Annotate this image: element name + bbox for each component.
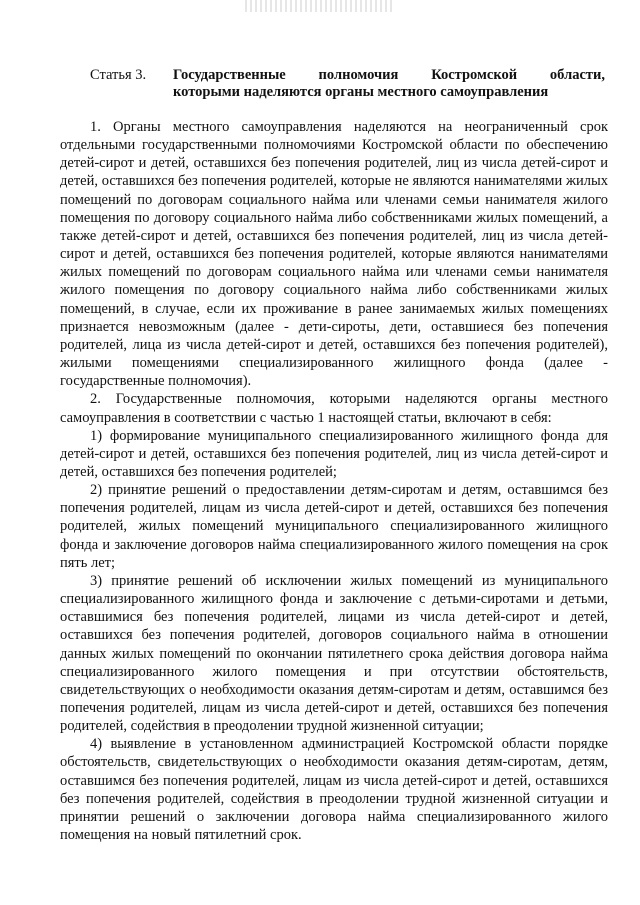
paragraph-item-3: 3) принятие решений об исключении жилых помещений из муниципального специализированного жилищного фонда и заключение с детьми-сиротами и детьми, оставшимися без попечения родителей, лицами из числа детей-сирот и детей, оставшихся без попечения родителей, договоров социального найма в отношении данных жилых помещений по окончании пятилетнего срока действия договора найма специализированного жилого помещения и при отсутствии обстоятельств, свидетельствующих о необходимости оказания детям-сиротам и детям, оставшимся без попечения родителей, лицам из числа детей-сирот и детей, оставшихся без попечения родителей, содействия в преодолении трудной жизненной ситуации; <box>60 572 608 735</box>
article-title <box>173 67 605 101</box>
article-heading <box>90 67 605 101</box>
paragraph-part-1: 1. Органы местного самоуправления наделяются на неограниченный срок отдельными государственными полномочиями Костромской области по обеспечению детей-сирот и детей, оставшихся без попечения родителей, лиц из числа детей-сирот и детей, оставшихся без попечения родителей, которые не являются нанимателями жилых помещений по договорам социального найма или членами семьи нанимателя жилого помещения по договору социального найма либо собственниками жилых помещений, а также детей-сирот и детей, оставшихся без попечения родителей, лиц из числа детей-сирот и детей, оставшихся без попечения родителей, которые являются нанимателями жилых помещений по договорам социального найма или членами семьи нанимателя жилого помещения по договору социального найма либо собственниками жилых помещений, в случае, если их проживание в ранее занимаемых жилых помещениях признается невозможным (далее - дети-сироты, дети, оставшиеся без попечения родителей, лица из числа детей-сирот и детей, оставшихся без попечения родителей), жилыми помещениями специализированного жилищного фонда (далее - государственные полномочия). <box>60 119 608 390</box>
article-title-line-1: Государственные полномочия Костромской области, <box>173 67 605 83</box>
article-number: Статья 3. <box>90 67 147 83</box>
paragraph-part-2: 2. Государственные полномочия, которыми наделяются органы местного самоуправления в соответствии с частью 1 настоящей статьи, включают в себя: <box>60 391 608 426</box>
paragraph-item-4: 4) выявление в установленном администрацией Костромской области порядке обстоятельств, свидетельствующих о необходимости оказания детям-сиротам, детям, оставшимся без попечения родителей, лицам из числа детей-сирот и детей, оставшихся без попечения родителей, содействия в преодолении трудной жизненной ситуации и принятии решений о заключении договора найма специализированного жилого помещения на новый пятилетний срок. <box>60 736 608 844</box>
paragraph-item-1: 1) формирование муниципального специализированного жилищного фонда для детей-сирот и детей, оставшихся без попечения родителей, лиц из числа детей-сирот и детей, оставшихся без попечения родителей; <box>60 427 608 480</box>
article-body <box>60 118 608 844</box>
scan-artifact <box>245 0 395 12</box>
article-title-line-2: которыми наделяются органы местного самоуправления <box>173 84 549 100</box>
paragraph-item-2: 2) принятие решений о предоставлении детям-сиротам и детям, оставшимся без попечения родителей, лицам из числа детей-сирот и детей, оставшихся без попечения родителей, жилых помещений муниципального специализированного жилищного фонда и заключение договоров найма специализированного жилого помещения на срок пять лет; <box>60 482 608 571</box>
